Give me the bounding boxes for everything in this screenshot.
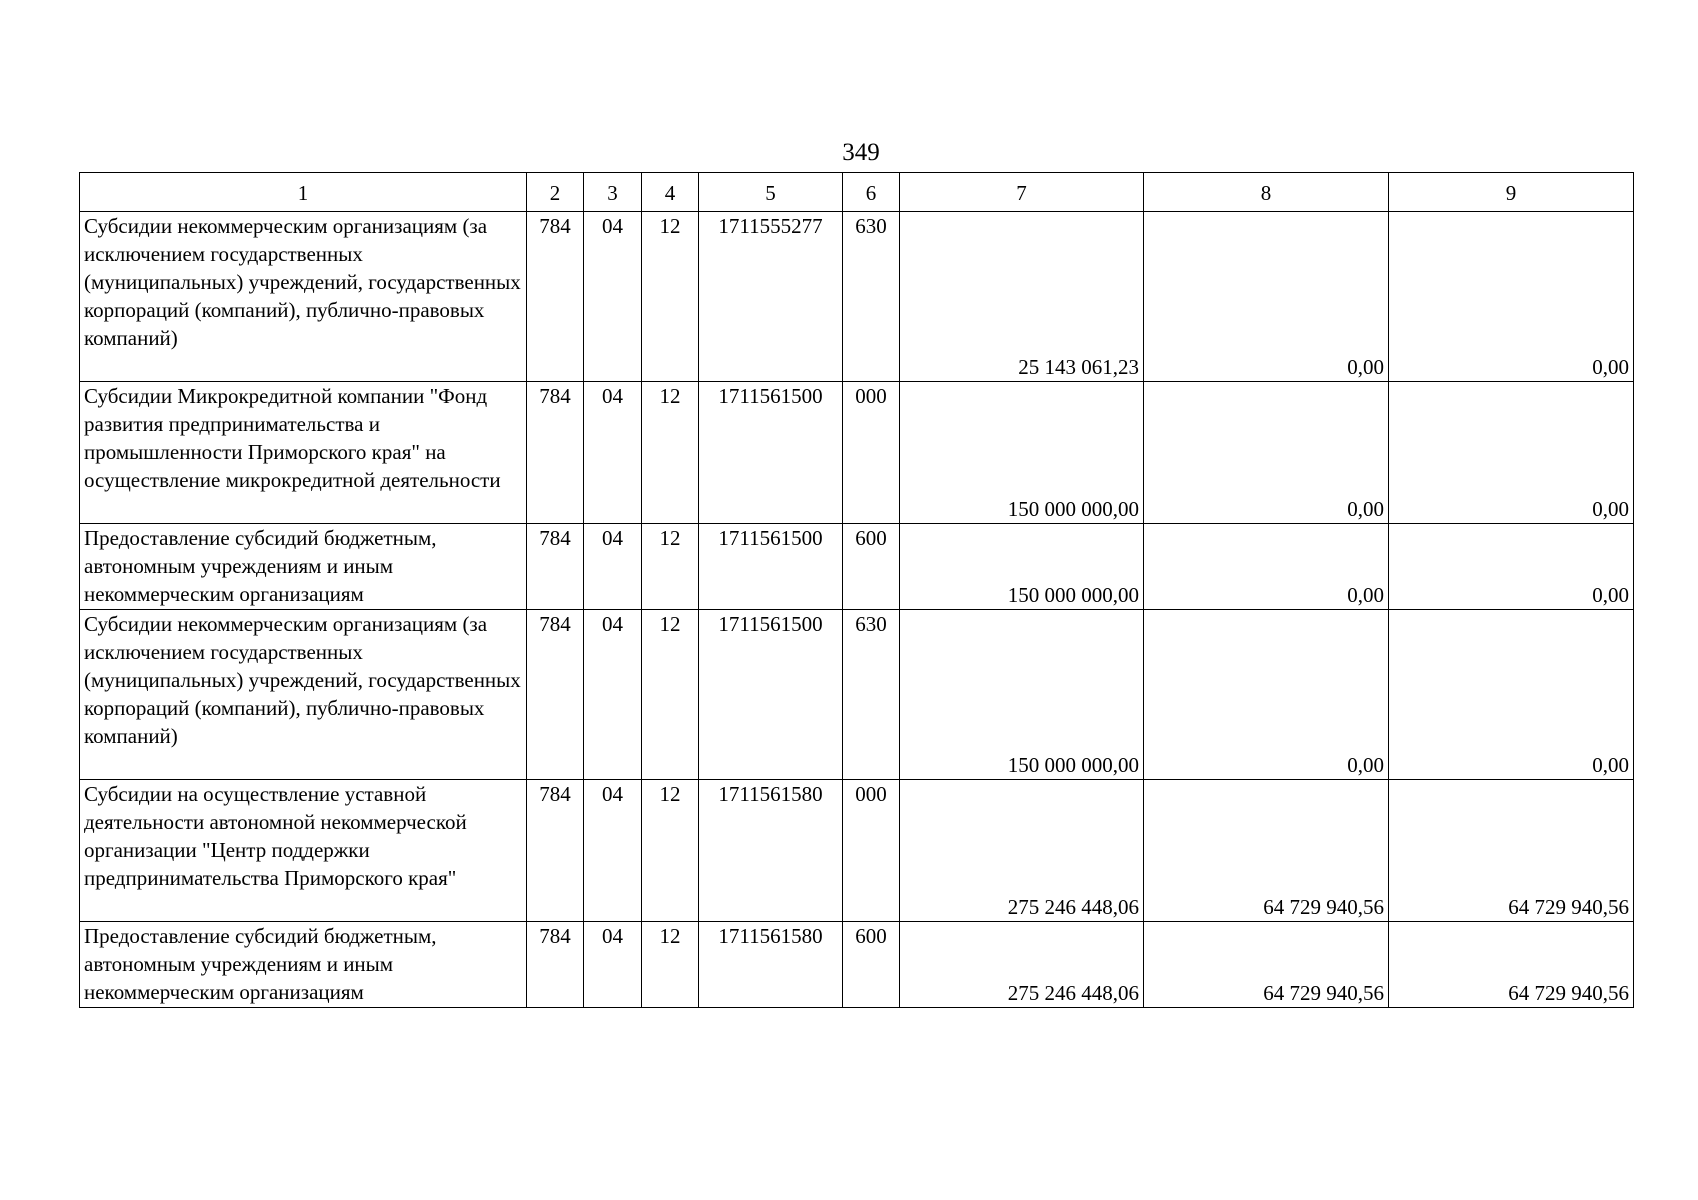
cell-code: 784: [527, 780, 584, 922]
cell-amount: 64 729 940,56: [1389, 922, 1634, 1008]
cell-code: 12: [642, 610, 699, 780]
cell-amount: 25 143 061,23: [900, 212, 1144, 382]
cell-code: 630: [843, 212, 900, 382]
table-row: [80, 382, 1634, 524]
cell-amount: 275 246 448,06: [900, 922, 1144, 1008]
row-description: Предоставление субсидий бюджетным, автономным учреждениям и иным некоммерческим организациям: [80, 922, 527, 1008]
cell-amount: 150 000 000,00: [900, 524, 1144, 610]
cell-amount: 0,00: [1389, 610, 1634, 780]
cell-amount: 64 729 940,56: [1389, 780, 1634, 922]
cell-code: 1711561500: [699, 382, 843, 524]
cell-code: 784: [527, 524, 584, 610]
cell-amount: 0,00: [1389, 212, 1634, 382]
column-header: 8: [1144, 173, 1389, 212]
cell-amount: 64 729 940,56: [1144, 780, 1389, 922]
cell-code: 04: [584, 922, 642, 1008]
row-description: Субсидии на осуществление уставной деятельности автономной некоммерческой организации "Центр поддержки предпринимательства Приморского края": [80, 780, 527, 922]
column-header: 3: [584, 173, 642, 212]
cell-amount: 150 000 000,00: [900, 610, 1144, 780]
cell-amount: 0,00: [1144, 524, 1389, 610]
row-description: Предоставление субсидий бюджетным, автономным учреждениям и иным некоммерческим организациям: [80, 524, 527, 610]
row-description: Субсидии некоммерческим организациям (за исключением государственных (муниципальных) учреждений, государственных корпораций (компаний), публично-правовых компаний): [80, 212, 527, 382]
cell-code: 04: [584, 382, 642, 524]
cell-code: 12: [642, 212, 699, 382]
cell-code: 784: [527, 382, 584, 524]
cell-code: 1711555277: [699, 212, 843, 382]
header-row: [80, 173, 1634, 212]
cell-code: 12: [642, 780, 699, 922]
cell-code: 04: [584, 610, 642, 780]
column-header: 7: [900, 173, 1144, 212]
cell-code: 784: [527, 212, 584, 382]
cell-amount: 0,00: [1144, 382, 1389, 524]
column-header: 9: [1389, 173, 1634, 212]
column-header: 4: [642, 173, 699, 212]
cell-amount: 0,00: [1144, 212, 1389, 382]
cell-code: 784: [527, 922, 584, 1008]
cell-code: 000: [843, 382, 900, 524]
cell-code: 630: [843, 610, 900, 780]
cell-code: 04: [584, 212, 642, 382]
table-row: [80, 780, 1634, 922]
table-row: [80, 524, 1634, 610]
cell-code: 12: [642, 524, 699, 610]
table-row: [80, 212, 1634, 382]
cell-amount: 0,00: [1389, 524, 1634, 610]
cell-code: 600: [843, 524, 900, 610]
page-number: 349: [842, 139, 880, 166]
cell-amount: 150 000 000,00: [900, 382, 1144, 524]
table-row: [80, 610, 1634, 780]
cell-code: 04: [584, 780, 642, 922]
row-description: Субсидии Микрокредитной компании "Фонд развития предпринимательства и промышленности Приморского края" на осуществление микрокредитной деятельности: [80, 382, 527, 524]
cell-code: 784: [527, 610, 584, 780]
cell-amount: 0,00: [1144, 610, 1389, 780]
cell-code: 12: [642, 382, 699, 524]
cell-code: 1711561500: [699, 610, 843, 780]
cell-code: 600: [843, 922, 900, 1008]
budget-table: [79, 172, 1634, 1008]
cell-code: 12: [642, 922, 699, 1008]
cell-amount: 64 729 940,56: [1144, 922, 1389, 1008]
cell-code: 1711561580: [699, 780, 843, 922]
cell-amount: 0,00: [1389, 382, 1634, 524]
column-header: 6: [843, 173, 900, 212]
column-header: 5: [699, 173, 843, 212]
cell-code: 1711561500: [699, 524, 843, 610]
column-header: 2: [527, 173, 584, 212]
cell-code: 04: [584, 524, 642, 610]
table-row: [80, 922, 1634, 1008]
cell-code: 000: [843, 780, 900, 922]
cell-amount: 275 246 448,06: [900, 780, 1144, 922]
row-description: Субсидии некоммерческим организациям (за исключением государственных (муниципальных) учреждений, государственных корпораций (компаний), публично-правовых компаний): [80, 610, 527, 780]
column-header: 1: [80, 173, 527, 212]
cell-code: 1711561580: [699, 922, 843, 1008]
